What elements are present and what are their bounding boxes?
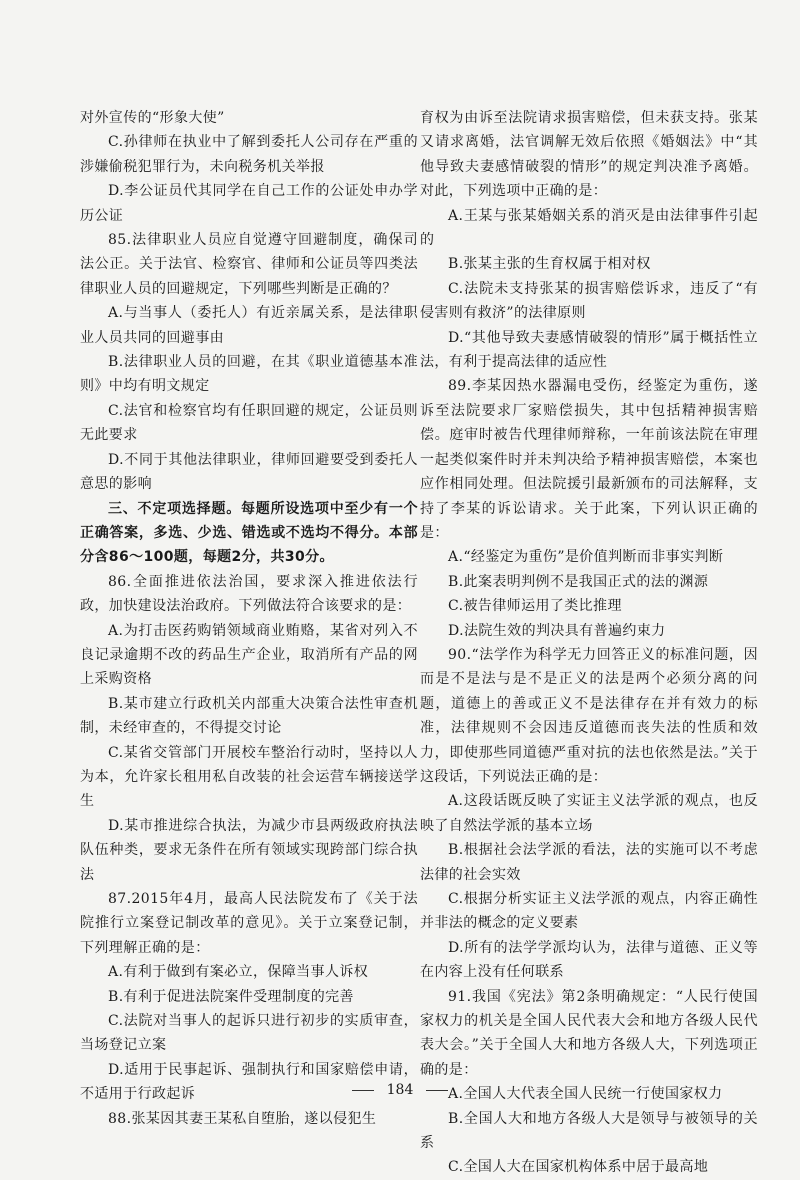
left-column-paragraph: A.为打击医药购销领域商业贿赂，某省对列入不良记录逾期不改的药品生产企业，取消所有产品的网上采购资格 [80, 622, 418, 688]
right-column-paragraph: C.全国人大在国家机构体系中居于最高地 [448, 1159, 709, 1176]
left-column-paragraph: B.某市建立行政机关内部重大决策合法性审查机制，未经审查的，不得提交讨论 [80, 695, 418, 737]
left-column-paragraph: D.不同于其他法律职业，律师回避要受到委托人意思的影响 [80, 451, 418, 493]
page-number: 184 [386, 1082, 414, 1098]
right-column-paragraph: A.这段话既反映了实证主义法学派的观点，也反映了自然法学派的基本立场 [420, 793, 758, 834]
footer-dash-left [352, 1090, 374, 1091]
left-column-paragraph: D.某市推进综合执法，为减少市县两级政府执法队伍种类，要求无条件在所有领域实现跨部门综合执法 [80, 817, 418, 883]
page-footer [0, 1082, 800, 1098]
left-column-paragraph: 86.全面推进依法治国，要求深入推进依法行政，加快建设法治政府。下列做法符合该要求的是： [80, 573, 418, 615]
right-column-paragraph: B.此案表明判例不是我国正式的法的渊源 [448, 573, 709, 590]
right-column-paragraph: B.张某主张的生育权属于相对权 [448, 256, 651, 273]
left-column-paragraph: D.适用于民事起诉、强制执行和国家赔偿申请，不适用于行政起诉 [80, 1061, 418, 1103]
right-column-paragraph: B.根据社会法学派的看法，法的实施可以不考虑法律的社会实效 [420, 842, 758, 883]
left-column-paragraph: C.孙律师在执业中了解到委托人公司存在严重的涉嫌偷税犯罪行为，未向税务机关举报 [80, 134, 418, 175]
left-column-paragraph: A.有利于做到有案必立，保障当事人诉权 [108, 964, 369, 981]
right-column-paragraph: D.法院生效的判决具有普遍约束力 [448, 622, 666, 639]
left-column-paragraph: B.有利于促进法院案件受理制度的完善 [108, 988, 354, 1005]
right-column-paragraph: D.所有的法学学派均认为，法律与道德、正义等在内容上没有任何联系 [420, 939, 758, 981]
right-column-paragraph: 90.“法学作为科学无力回答正义的标准问题，因而是不是法与是不是正义的法是两个必须分离的问题，道德上的善或正义不是法律存在并有效力的标准，法律规则不会因违反道德而丧失法的性质和效力，即使那些同道德严重对抗的法也依然是法。”关于这段话，下列说法正确的是： [420, 646, 758, 785]
left-column-paragraph: C.法官和检察官均有任职回避的规定，公证员则无此要求 [80, 402, 418, 444]
right-column-paragraph: C.法院未支持张某的损害赔偿诉求，违反了“有侵害则有救济”的法律原则 [420, 280, 758, 322]
right-column-paragraph: C.被告律师运用了类比推理 [448, 598, 622, 615]
right-column-paragraph: 89.李某因热水器漏电受伤，经鉴定为重伤，遂诉至法院要求厂家赔偿损失，其中包括精神损害赔偿。庭审时被告代理律师辩称，一年前该法院在审理一起类似案件时并未判决给予精神损害赔偿，本案也应作相同处理。但法院援引最新颁布的司法解释，支持了李某的诉讼请求。关于此案，下列认识正确的是： [420, 378, 758, 541]
left-column-paragraph: B.法律职业人员的回避，在其《职业道德基本准则》中均有明文规定 [80, 354, 418, 395]
right-column [420, 106, 758, 1180]
left-column-paragraph: D.李公证员代其同学在自己工作的公证处申办学历公证 [80, 183, 418, 224]
left-column-paragraph: C.法院对当事人的起诉只进行初步的实质审查，当场登记立案 [80, 1013, 418, 1054]
right-column-paragraph: C.根据分析实证主义法学派的观点，内容正确性并非法的概念的定义要素 [420, 891, 758, 932]
left-column-paragraph: A.与当事人（委托人）有近亲属关系，是法律职业人员共同的回避事由 [80, 305, 418, 346]
left-column-paragraph: 87.2015年4月，最高人民法院发布了《关于法院推行立案登记制改革的意见》。关于立案登记制，下列理解正确的是： [80, 891, 418, 956]
footer-dash-right [426, 1090, 448, 1091]
left-column [80, 106, 418, 1131]
right-column-paragraph: 育权为由诉至法院请求损害赔偿，但未获支持。张某又请求离婚，法官调解无效后依照《婚姻法》中“其他导致夫妻感情破裂的情形”的规定判决准予离婚。对此，下列选项中正确的是： [420, 110, 758, 200]
right-column-paragraph: D.“其他导致夫妻感情破裂的情形”属于概括性立法，有利于提高法律的适应性 [420, 329, 758, 371]
right-column-paragraph: B.全国人大和地方各级人大是领导与被领导的关系 [420, 1110, 758, 1152]
left-column-paragraph: C.某省交管部门开展校车整治行动时，坚持以人为本，允许家长租用私自改装的社会运营车辆接送学生 [80, 744, 418, 810]
right-column-paragraph: A.“经鉴定为重伤”是价值判断而非事实判断 [448, 549, 724, 566]
right-column-paragraph: A.全国人大代表全国人民统一行使国家权力 [448, 1086, 723, 1103]
right-column-paragraph: 91.我国《宪法》第2条明确规定：“人民行使国家权力的机关是全国人民代表大会和地方各级人民代表大会。”关于全国人大和地方各级人大，下列选项正确的是： [420, 988, 758, 1078]
left-column-paragraph: 88.张某因其妻王某私自堕胎，遂以侵犯生 [108, 1110, 377, 1127]
left-column-paragraph: 对外宣传的“形象大使” [80, 110, 225, 126]
left-column-paragraph: 三、不定项选择题。每题所设选项中至少有一个正确答案，多选、少选、错选或不选均不得分。本部分含86～100题，每题2分，共30分。 [80, 500, 418, 566]
left-column-paragraph: 85.法律职业人员应自觉遵守回避制度，确保司法公正。关于法官、检察官、律师和公证员等四类法律职业人员的回避规定，下列哪些判断是正确的？ [80, 232, 418, 297]
right-column-paragraph: A.王某与张某婚姻关系的消灭是由法律事件引起的 [420, 207, 758, 249]
